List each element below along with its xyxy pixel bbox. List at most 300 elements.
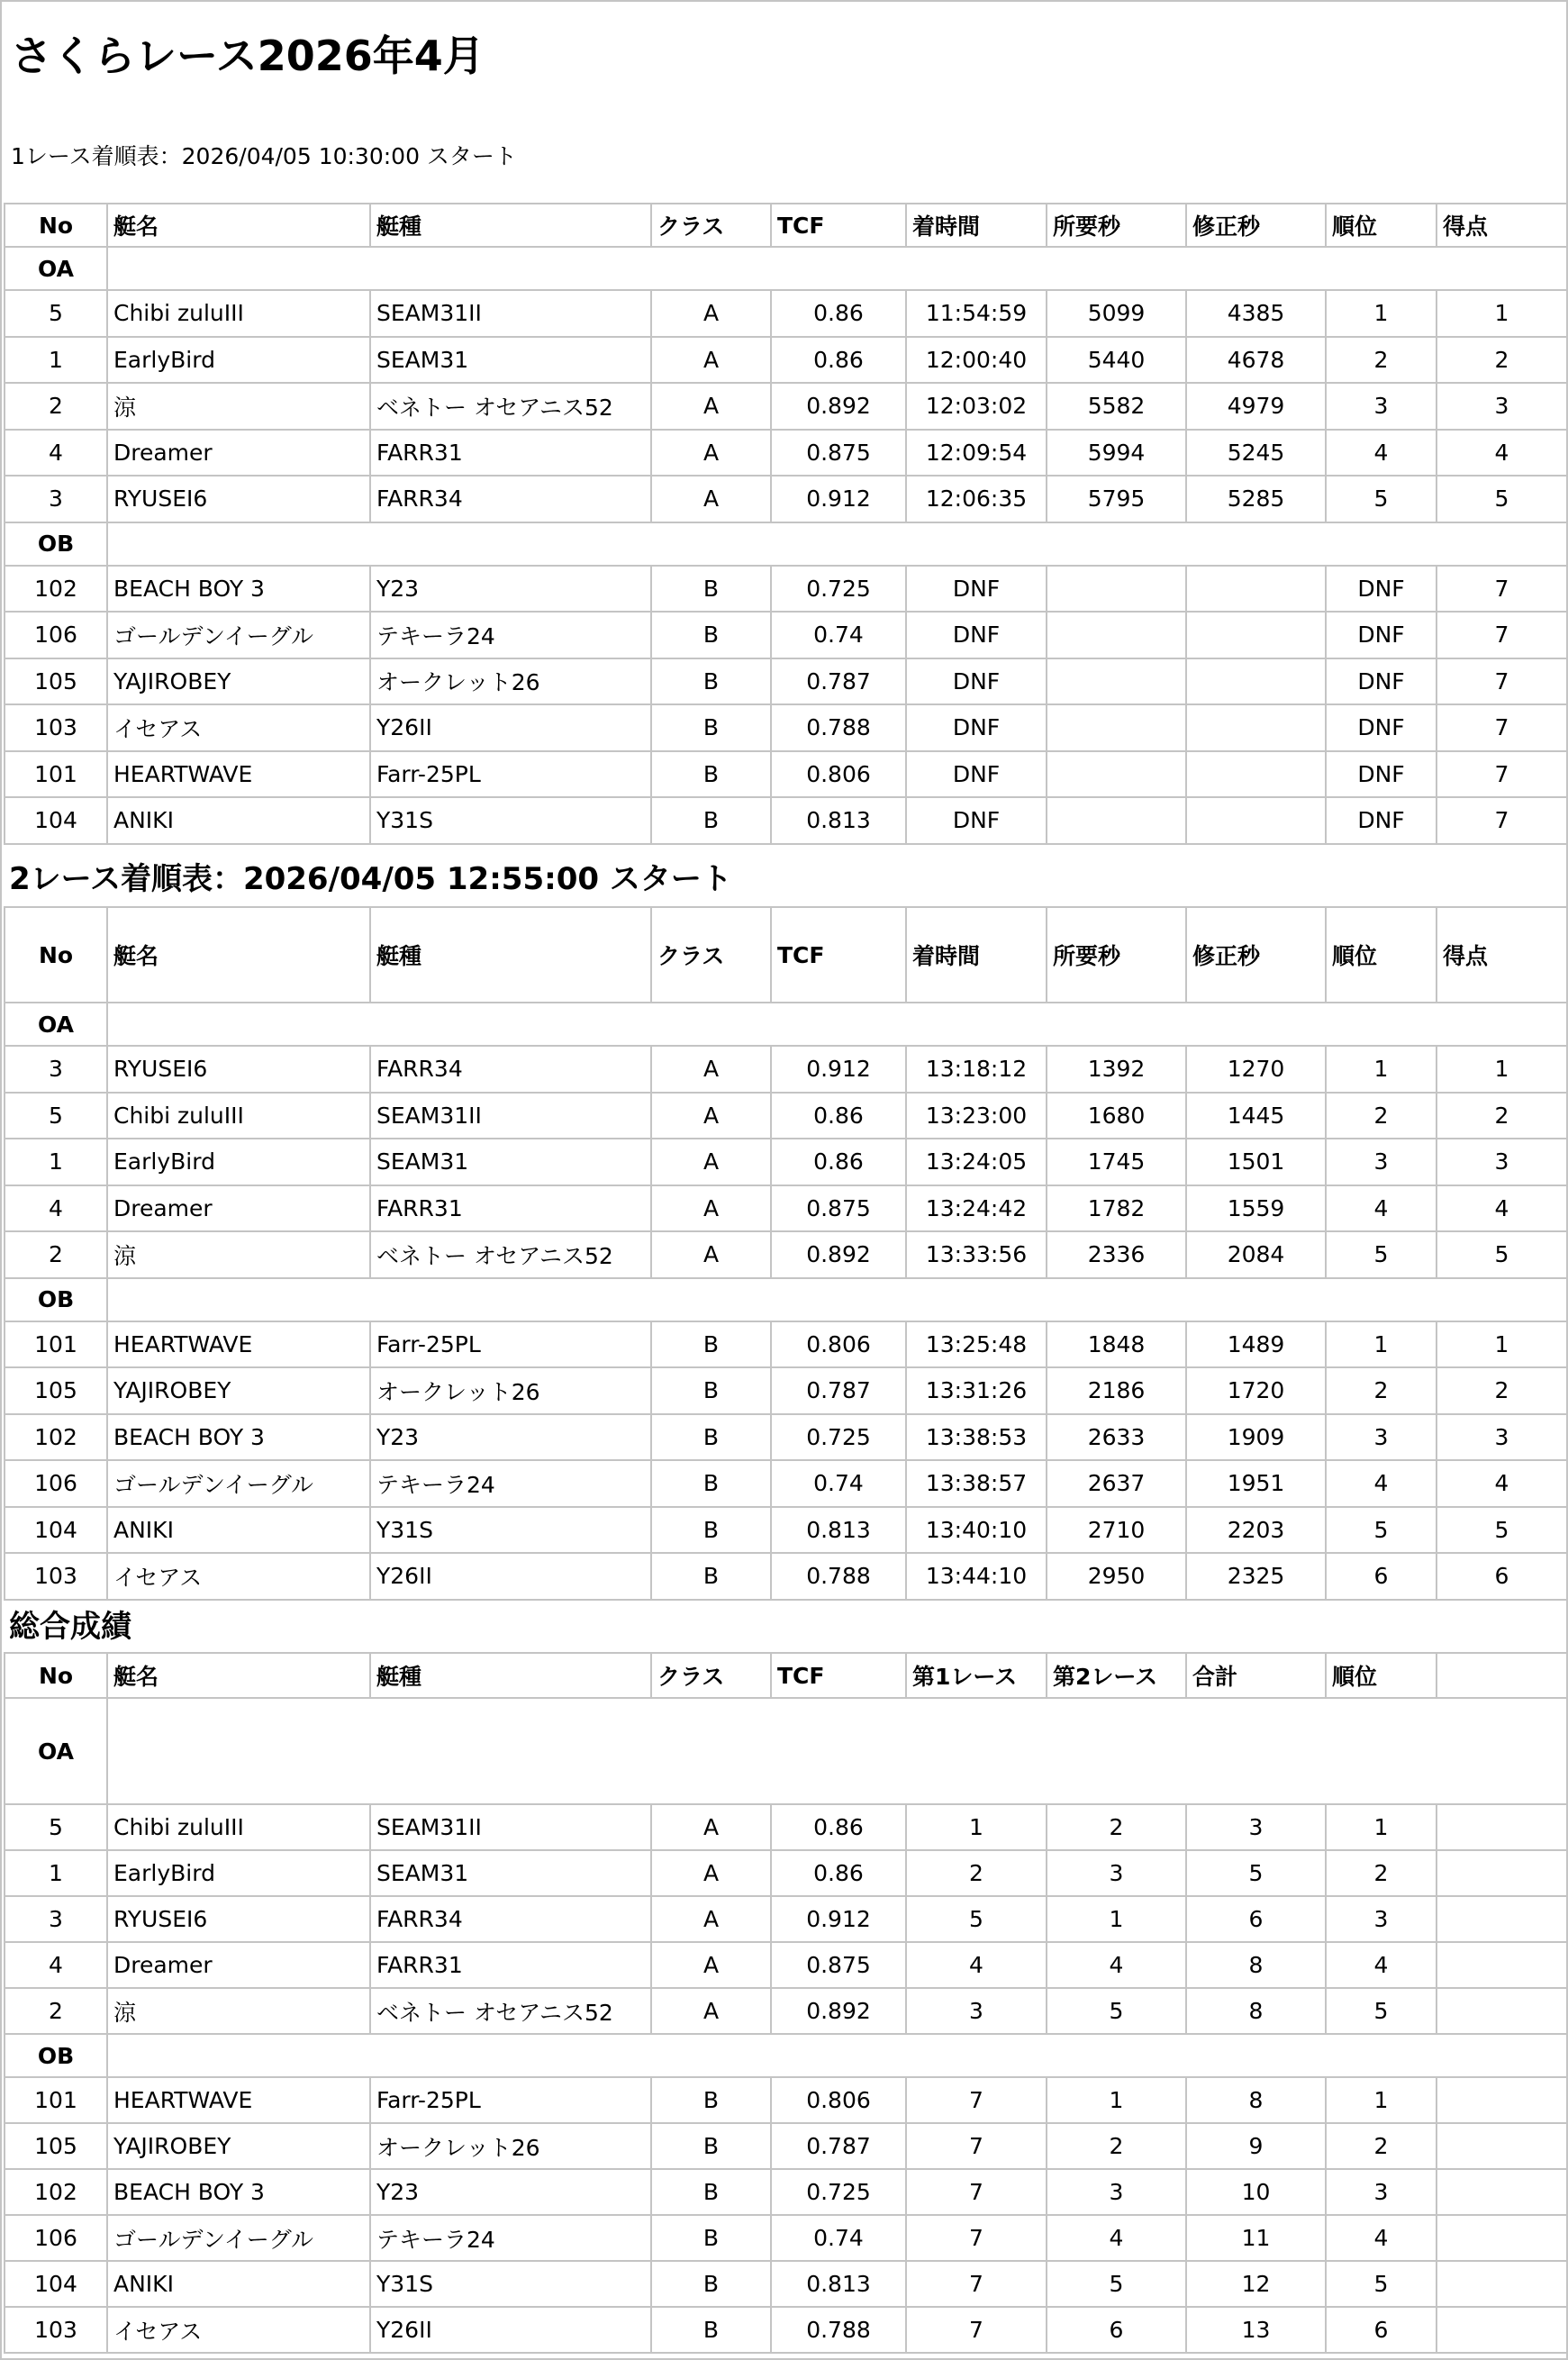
table-row — [5, 2307, 1567, 2353]
page-title: さくらレース2026年4月 — [11, 32, 485, 80]
cell-tcf: 0.912 — [771, 1896, 906, 1942]
cell-c7: 2710 — [1047, 1507, 1186, 1554]
cell-c10 — [1437, 2307, 1567, 2353]
cell-boat-name: RYUSEI6 — [107, 1896, 370, 1942]
cell-c10: 3 — [1437, 1139, 1567, 1185]
cell-c7: 1745 — [1047, 1139, 1186, 1185]
cell-boat-type: Y26II — [370, 1553, 651, 1600]
cell-boat-type: SEAM31II — [370, 290, 651, 337]
column-header: No — [5, 907, 107, 1003]
cell-tcf: 0.892 — [771, 1231, 906, 1278]
cell-c9: 5 — [1326, 1507, 1437, 1554]
cell-class: B — [651, 2307, 771, 2353]
column-header — [1437, 1653, 1567, 1698]
cell-boat-type: SEAM31II — [370, 1804, 651, 1850]
cell-no: 5 — [5, 290, 107, 337]
class-group-spacer — [107, 522, 1567, 566]
cell-boat-name: BEACH BOY 3 — [107, 566, 370, 613]
cell-c6: DNF — [906, 751, 1047, 798]
table-row — [5, 1139, 1567, 1185]
column-header: 第1レース — [906, 1653, 1047, 1698]
cell-c6: 7 — [906, 2123, 1047, 2169]
column-header: No — [5, 1653, 107, 1698]
class-group-label: OB — [5, 522, 107, 566]
cell-tcf: 0.74 — [771, 612, 906, 658]
cell-no: 105 — [5, 2123, 107, 2169]
cell-class: A — [651, 1804, 771, 1850]
cell-class: B — [651, 658, 771, 705]
cell-c9: DNF — [1326, 612, 1437, 658]
cell-c7: 1392 — [1047, 1046, 1186, 1093]
cell-boat-type: Farr-25PL — [370, 2077, 651, 2123]
cell-c6: 1 — [906, 1804, 1047, 1850]
cell-c9: 5 — [1326, 476, 1437, 522]
cell-tcf: 0.74 — [771, 2215, 906, 2261]
cell-c9: DNF — [1326, 797, 1437, 844]
cell-tcf: 0.912 — [771, 1046, 906, 1093]
table-row — [5, 1093, 1567, 1139]
cell-c7: 2186 — [1047, 1367, 1186, 1414]
cell-no: 5 — [5, 1804, 107, 1850]
cell-no: 4 — [5, 430, 107, 477]
cell-c8 — [1186, 751, 1326, 798]
cell-c8: 1489 — [1186, 1321, 1326, 1368]
column-header: 着時間 — [906, 907, 1047, 1003]
cell-c10: 7 — [1437, 566, 1567, 613]
cell-c10: 1 — [1437, 1321, 1567, 1368]
cell-tcf: 0.806 — [771, 751, 906, 798]
cell-class: A — [651, 1139, 771, 1185]
cell-c8: 4385 — [1186, 290, 1326, 337]
cell-c9: 2 — [1326, 1850, 1437, 1896]
cell-c7: 2 — [1047, 2123, 1186, 2169]
cell-tcf: 0.788 — [771, 1553, 906, 1600]
cell-c6: 7 — [906, 2169, 1047, 2215]
cell-class: B — [651, 1460, 771, 1507]
cell-c6: 5 — [906, 1896, 1047, 1942]
cell-boat-name: RYUSEI6 — [107, 476, 370, 522]
cell-c10 — [1437, 2215, 1567, 2261]
cell-c7: 1 — [1047, 2077, 1186, 2123]
cell-c10 — [1437, 2261, 1567, 2307]
cell-boat-name: 涼 — [107, 1988, 370, 2034]
cell-boat-type: Y26II — [370, 704, 651, 751]
cell-class: B — [651, 612, 771, 658]
cell-c9: 3 — [1326, 1139, 1437, 1185]
cell-boat-name: 涼 — [107, 383, 370, 430]
cell-c6: 13:40:10 — [906, 1507, 1047, 1554]
cell-c6: 12:06:35 — [906, 476, 1047, 522]
column-header: 第2レース — [1047, 1653, 1186, 1698]
cell-class: A — [651, 1046, 771, 1093]
table-row — [5, 2215, 1567, 2261]
cell-class: B — [651, 2261, 771, 2307]
cell-boat-name: ゴールデンイーグル — [107, 2215, 370, 2261]
cell-class: B — [651, 566, 771, 613]
cell-c6: 13:38:57 — [906, 1460, 1047, 1507]
cell-boat-type: SEAM31 — [370, 1850, 651, 1896]
cell-c10 — [1437, 1896, 1567, 1942]
cell-class: A — [651, 1185, 771, 1232]
cell-c7: 2637 — [1047, 1460, 1186, 1507]
cell-no: 2 — [5, 1231, 107, 1278]
cell-boat-name: HEARTWAVE — [107, 751, 370, 798]
cell-c8 — [1186, 704, 1326, 751]
cell-boat-type: SEAM31II — [370, 1093, 651, 1139]
cell-c7: 5795 — [1047, 476, 1186, 522]
cell-c8 — [1186, 566, 1326, 613]
cell-c10: 5 — [1437, 1507, 1567, 1554]
cell-boat-name: Chibi zuluIII — [107, 1804, 370, 1850]
cell-no: 101 — [5, 1321, 107, 1368]
cell-c8: 4979 — [1186, 383, 1326, 430]
cell-c9: 3 — [1326, 2169, 1437, 2215]
cell-boat-type: テキーラ24 — [370, 612, 651, 658]
class-group-row — [5, 522, 1567, 566]
class-group-label: OB — [5, 1278, 107, 1321]
cell-class: A — [651, 337, 771, 384]
race1-results-table — [4, 203, 1568, 845]
cell-tcf: 0.813 — [771, 797, 906, 844]
column-header: TCF — [771, 1653, 906, 1698]
table-row — [5, 1804, 1567, 1850]
cell-boat-name: イセアス — [107, 2307, 370, 2353]
cell-tcf: 0.787 — [771, 1367, 906, 1414]
cell-c6: 7 — [906, 2261, 1047, 2307]
cell-c8: 1270 — [1186, 1046, 1326, 1093]
cell-c7 — [1047, 658, 1186, 705]
column-header: 所要秒 — [1047, 204, 1186, 247]
cell-no: 4 — [5, 1942, 107, 1988]
cell-c7: 3 — [1047, 1850, 1186, 1896]
cell-class: B — [651, 2215, 771, 2261]
cell-c6: DNF — [906, 612, 1047, 658]
cell-boat-name: HEARTWAVE — [107, 2077, 370, 2123]
cell-boat-name: BEACH BOY 3 — [107, 1414, 370, 1461]
cell-c10: 7 — [1437, 704, 1567, 751]
overall-heading: 総合成績 — [9, 1609, 131, 1645]
cell-no: 2 — [5, 1988, 107, 2034]
cell-boat-name: ANIKI — [107, 1507, 370, 1554]
column-header: 修正秒 — [1186, 907, 1326, 1003]
table-row — [5, 337, 1567, 384]
cell-boat-type: FARR34 — [370, 476, 651, 522]
cell-no: 105 — [5, 658, 107, 705]
cell-c7: 1782 — [1047, 1185, 1186, 1232]
cell-c7 — [1047, 704, 1186, 751]
table-row — [5, 566, 1567, 613]
cell-c8: 5 — [1186, 1850, 1326, 1896]
table-row — [5, 2261, 1567, 2307]
table-row — [5, 1367, 1567, 1414]
cell-class: B — [651, 1367, 771, 1414]
cell-c9: 4 — [1326, 1942, 1437, 1988]
cell-tcf: 0.787 — [771, 2123, 906, 2169]
column-header: 順位 — [1326, 1653, 1437, 1698]
column-header: TCF — [771, 907, 906, 1003]
column-header: No — [5, 204, 107, 247]
cell-c10: 2 — [1437, 1367, 1567, 1414]
race2-results-table — [4, 906, 1568, 1601]
column-header: 得点 — [1437, 907, 1567, 1003]
cell-tcf: 0.86 — [771, 1093, 906, 1139]
cell-boat-name: YAJIROBEY — [107, 2123, 370, 2169]
header-row — [5, 204, 1567, 247]
cell-c7: 5 — [1047, 2261, 1186, 2307]
cell-c8: 8 — [1186, 2077, 1326, 2123]
cell-class: A — [651, 430, 771, 477]
cell-no: 3 — [5, 1896, 107, 1942]
cell-tcf: 0.74 — [771, 1460, 906, 1507]
table-row — [5, 1460, 1567, 1507]
cell-c10 — [1437, 2123, 1567, 2169]
class-group-label: OA — [5, 247, 107, 290]
cell-c9: 3 — [1326, 383, 1437, 430]
cell-c10 — [1437, 2077, 1567, 2123]
cell-c8: 3 — [1186, 1804, 1326, 1850]
table-row — [5, 2123, 1567, 2169]
cell-c6: 13:18:12 — [906, 1046, 1047, 1093]
cell-c10: 4 — [1437, 430, 1567, 477]
cell-tcf: 0.725 — [771, 2169, 906, 2215]
cell-class: B — [651, 1553, 771, 1600]
cell-tcf: 0.725 — [771, 1414, 906, 1461]
cell-boat-type: オークレット26 — [370, 2123, 651, 2169]
cell-class: A — [651, 1093, 771, 1139]
cell-tcf: 0.86 — [771, 1850, 906, 1896]
cell-no: 103 — [5, 1553, 107, 1600]
cell-c9: 6 — [1326, 2307, 1437, 2353]
cell-boat-type: FARR34 — [370, 1896, 651, 1942]
table-row — [5, 476, 1567, 522]
cell-c6: 2 — [906, 1850, 1047, 1896]
cell-no: 4 — [5, 1185, 107, 1232]
cell-c9: 1 — [1326, 2077, 1437, 2123]
column-header: 得点 — [1437, 204, 1567, 247]
cell-c10: 2 — [1437, 1093, 1567, 1139]
cell-tcf: 0.892 — [771, 383, 906, 430]
class-group-row — [5, 1698, 1567, 1804]
table-row — [5, 1507, 1567, 1554]
cell-no: 3 — [5, 1046, 107, 1093]
table-row — [5, 612, 1567, 658]
cell-boat-name: EarlyBird — [107, 1850, 370, 1896]
cell-boat-name: Dreamer — [107, 430, 370, 477]
cell-c9: 5 — [1326, 2261, 1437, 2307]
cell-no: 105 — [5, 1367, 107, 1414]
column-header: 艇種 — [370, 1653, 651, 1698]
cell-boat-type: Y31S — [370, 2261, 651, 2307]
cell-c7 — [1047, 566, 1186, 613]
cell-tcf: 0.892 — [771, 1988, 906, 2034]
cell-c9: 4 — [1326, 1460, 1437, 1507]
cell-boat-name: RYUSEI6 — [107, 1046, 370, 1093]
cell-c7: 2 — [1047, 1804, 1186, 1850]
cell-tcf: 0.725 — [771, 566, 906, 613]
cell-c9: 4 — [1326, 430, 1437, 477]
table-row — [5, 290, 1567, 337]
column-header: 艇名 — [107, 907, 370, 1003]
race2-heading: 2レース着順表：2026/04/05 12:55:00 スタート — [9, 861, 732, 897]
cell-boat-type: FARR31 — [370, 1942, 651, 1988]
cell-class: A — [651, 1896, 771, 1942]
cell-c8 — [1186, 658, 1326, 705]
cell-boat-name: BEACH BOY 3 — [107, 2169, 370, 2215]
cell-tcf: 0.875 — [771, 1942, 906, 1988]
cell-boat-type: Y23 — [370, 1414, 651, 1461]
cell-boat-name: ANIKI — [107, 2261, 370, 2307]
cell-c6: 13:24:05 — [906, 1139, 1047, 1185]
cell-tcf: 0.875 — [771, 1185, 906, 1232]
cell-no: 101 — [5, 2077, 107, 2123]
cell-c9: 4 — [1326, 2215, 1437, 2261]
cell-boat-type: Y23 — [370, 566, 651, 613]
cell-c7: 1 — [1047, 1896, 1186, 1942]
cell-no: 106 — [5, 2215, 107, 2261]
cell-c9: 1 — [1326, 1804, 1437, 1850]
cell-c10 — [1437, 1850, 1567, 1896]
cell-class: A — [651, 1942, 771, 1988]
cell-c7: 4 — [1047, 1942, 1186, 1988]
cell-c6: 13:25:48 — [906, 1321, 1047, 1368]
cell-boat-name: 涼 — [107, 1231, 370, 1278]
cell-tcf: 0.788 — [771, 704, 906, 751]
cell-c6: 13:23:00 — [906, 1093, 1047, 1139]
column-header: 艇種 — [370, 907, 651, 1003]
cell-c6: 13:31:26 — [906, 1367, 1047, 1414]
cell-tcf: 0.86 — [771, 290, 906, 337]
cell-c7: 1680 — [1047, 1093, 1186, 1139]
cell-c7: 2633 — [1047, 1414, 1186, 1461]
table-row — [5, 383, 1567, 430]
cell-c8: 4678 — [1186, 337, 1326, 384]
class-group-spacer — [107, 2034, 1567, 2077]
cell-c6: 7 — [906, 2307, 1047, 2353]
cell-c8: 2325 — [1186, 1553, 1326, 1600]
cell-no: 104 — [5, 2261, 107, 2307]
cell-c8: 10 — [1186, 2169, 1326, 2215]
cell-c8: 2084 — [1186, 1231, 1326, 1278]
table-row — [5, 1321, 1567, 1368]
cell-c8: 6 — [1186, 1896, 1326, 1942]
cell-boat-type: ベネトー オセアニス52 — [370, 1988, 651, 2034]
cell-c8: 11 — [1186, 2215, 1326, 2261]
cell-c8: 1501 — [1186, 1139, 1326, 1185]
cell-class: A — [651, 1850, 771, 1896]
cell-c6: DNF — [906, 658, 1047, 705]
column-header: 順位 — [1326, 204, 1437, 247]
cell-c7: 1848 — [1047, 1321, 1186, 1368]
cell-class: A — [651, 476, 771, 522]
cell-boat-type: SEAM31 — [370, 1139, 651, 1185]
cell-class: B — [651, 2169, 771, 2215]
cell-c10: 1 — [1437, 1046, 1567, 1093]
cell-tcf: 0.813 — [771, 2261, 906, 2307]
cell-class: B — [651, 1507, 771, 1554]
cell-c8 — [1186, 612, 1326, 658]
table-row — [5, 751, 1567, 798]
cell-c7: 5582 — [1047, 383, 1186, 430]
cell-no: 3 — [5, 476, 107, 522]
cell-c9: 3 — [1326, 1414, 1437, 1461]
cell-class: A — [651, 1988, 771, 2034]
cell-c6: DNF — [906, 704, 1047, 751]
cell-class: B — [651, 1414, 771, 1461]
class-group-spacer — [107, 1278, 1567, 1321]
cell-tcf: 0.788 — [771, 2307, 906, 2353]
race1-heading: 1レース着順表：2026/04/05 10:30:00 スタート — [11, 143, 517, 169]
cell-c6: 11:54:59 — [906, 290, 1047, 337]
cell-boat-type: SEAM31 — [370, 337, 651, 384]
cell-boat-name: イセアス — [107, 1553, 370, 1600]
cell-class: B — [651, 704, 771, 751]
cell-c8: 1559 — [1186, 1185, 1326, 1232]
cell-no: 101 — [5, 751, 107, 798]
table-row — [5, 1988, 1567, 2034]
column-header: クラス — [651, 204, 771, 247]
cell-boat-name: ANIKI — [107, 797, 370, 844]
class-group-row — [5, 247, 1567, 290]
cell-c7: 2950 — [1047, 1553, 1186, 1600]
cell-boat-name: YAJIROBEY — [107, 1367, 370, 1414]
cell-no: 104 — [5, 1507, 107, 1554]
cell-c7: 6 — [1047, 2307, 1186, 2353]
cell-c10 — [1437, 2169, 1567, 2215]
cell-tcf: 0.875 — [771, 430, 906, 477]
cell-c9: 2 — [1326, 1367, 1437, 1414]
cell-no: 1 — [5, 1850, 107, 1896]
header-row — [5, 907, 1567, 1003]
table-row — [5, 1046, 1567, 1093]
table-row — [5, 797, 1567, 844]
cell-tcf: 0.86 — [771, 337, 906, 384]
table-row — [5, 430, 1567, 477]
cell-c10: 5 — [1437, 1231, 1567, 1278]
cell-c9: 1 — [1326, 290, 1437, 337]
column-header: TCF — [771, 204, 906, 247]
column-header: 艇名 — [107, 1653, 370, 1698]
column-header: 所要秒 — [1047, 907, 1186, 1003]
cell-c6: 13:24:42 — [906, 1185, 1047, 1232]
cell-c6: 7 — [906, 2077, 1047, 2123]
cell-boat-type: テキーラ24 — [370, 1460, 651, 1507]
cell-c9: DNF — [1326, 704, 1437, 751]
class-group-label: OA — [5, 1698, 107, 1804]
class-group-spacer — [107, 1003, 1567, 1046]
cell-tcf: 0.813 — [771, 1507, 906, 1554]
cell-c10: 6 — [1437, 1553, 1567, 1600]
cell-c10: 4 — [1437, 1185, 1567, 1232]
cell-c8: 5285 — [1186, 476, 1326, 522]
class-group-label: OB — [5, 2034, 107, 2077]
cell-c10: 4 — [1437, 1460, 1567, 1507]
cell-boat-type: テキーラ24 — [370, 2215, 651, 2261]
cell-boat-name: ゴールデンイーグル — [107, 1460, 370, 1507]
class-group-spacer — [107, 247, 1567, 290]
cell-c8 — [1186, 797, 1326, 844]
cell-c9: 6 — [1326, 1553, 1437, 1600]
column-header: クラス — [651, 1653, 771, 1698]
cell-boat-type: Y31S — [370, 797, 651, 844]
cell-boat-type: オークレット26 — [370, 1367, 651, 1414]
cell-boat-name: ゴールデンイーグル — [107, 612, 370, 658]
column-header: 順位 — [1326, 907, 1437, 1003]
cell-no: 104 — [5, 797, 107, 844]
cell-c9: DNF — [1326, 751, 1437, 798]
cell-c9: DNF — [1326, 658, 1437, 705]
cell-c6: 3 — [906, 1988, 1047, 2034]
cell-class: A — [651, 383, 771, 430]
